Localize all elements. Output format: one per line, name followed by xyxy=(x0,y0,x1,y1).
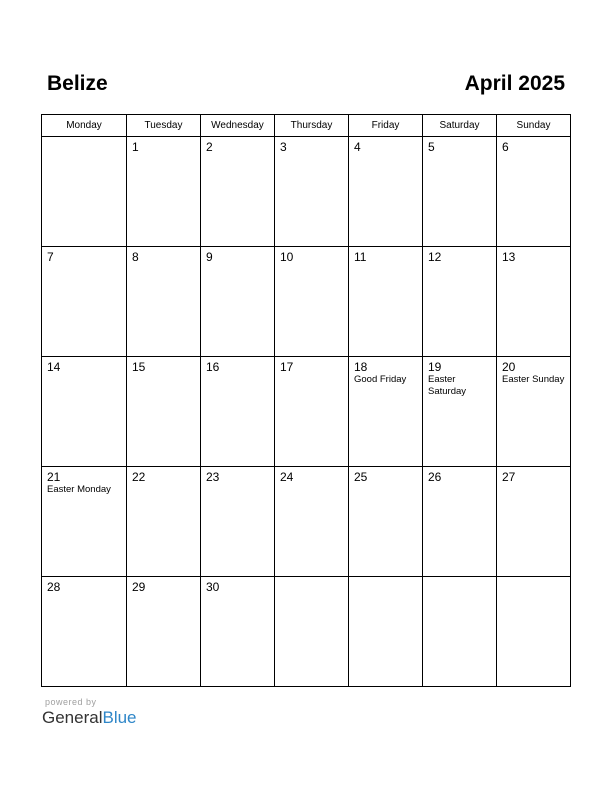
day-cell xyxy=(349,137,423,247)
day-cell xyxy=(349,467,423,577)
day-cell xyxy=(423,247,497,357)
day-cell xyxy=(42,357,127,467)
day-number: 16 xyxy=(206,360,220,374)
day-number: 26 xyxy=(428,470,442,484)
weekday-header-thursday: Thursday xyxy=(275,115,349,137)
day-cell xyxy=(275,467,349,577)
day-cell xyxy=(201,247,275,357)
day-number: 5 xyxy=(428,140,435,154)
day-number: 18 xyxy=(354,360,368,374)
day-number: 25 xyxy=(354,470,368,484)
day-number: 2 xyxy=(206,140,213,154)
day-number: 24 xyxy=(280,470,294,484)
day-number: 23 xyxy=(206,470,220,484)
generalblue-logo[interactable] xyxy=(42,708,137,728)
logo-text-blue: Blue xyxy=(102,708,137,727)
day-number: 9 xyxy=(206,250,213,264)
day-cell xyxy=(201,357,275,467)
day-number: 7 xyxy=(47,250,54,264)
day-number xyxy=(42,137,126,140)
day-cell xyxy=(349,577,423,687)
day-number: 6 xyxy=(502,140,509,154)
day-cell xyxy=(127,357,201,467)
day-number: 1 xyxy=(132,140,139,154)
day-number: 3 xyxy=(280,140,287,154)
powered-by-label: powered by xyxy=(45,697,97,707)
day-number: 11 xyxy=(354,250,367,264)
day-cell xyxy=(275,577,349,687)
country-title: Belize xyxy=(47,72,108,95)
weekday-header-monday: Monday xyxy=(42,115,127,137)
week-row-5 xyxy=(42,577,571,687)
day-cell xyxy=(497,357,571,467)
day-number: 12 xyxy=(428,250,442,264)
day-cell xyxy=(127,577,201,687)
holiday-label: Easter Sunday xyxy=(502,374,565,385)
day-cell xyxy=(423,137,497,247)
day-cell xyxy=(42,137,127,247)
weekday-header-tuesday: Tuesday xyxy=(127,115,201,137)
day-cell xyxy=(42,577,127,687)
week-row-2 xyxy=(42,247,571,357)
day-cell xyxy=(201,577,275,687)
day-number: 13 xyxy=(502,250,516,264)
day-cell xyxy=(127,137,201,247)
day-cell xyxy=(275,137,349,247)
holiday-label: Good Friday xyxy=(354,374,407,385)
day-number: 22 xyxy=(132,470,146,484)
day-number: 20 xyxy=(502,360,516,374)
weekday-header-row xyxy=(42,115,571,137)
day-cell xyxy=(349,357,423,467)
day-number xyxy=(497,577,570,580)
day-number: 27 xyxy=(502,470,516,484)
day-cell xyxy=(497,137,571,247)
day-number xyxy=(275,577,348,580)
day-cell xyxy=(275,247,349,357)
day-cell xyxy=(201,467,275,577)
day-number xyxy=(423,577,496,580)
week-row-1 xyxy=(42,137,571,247)
day-number: 29 xyxy=(132,580,146,594)
weekday-header-saturday: Saturday xyxy=(423,115,497,137)
day-number: 14 xyxy=(47,360,61,374)
day-cell xyxy=(423,467,497,577)
day-cell xyxy=(497,247,571,357)
week-row-3 xyxy=(42,357,571,467)
logo-text-general: General xyxy=(42,708,103,727)
day-cell xyxy=(127,247,201,357)
day-number: 4 xyxy=(354,140,361,154)
day-number: 30 xyxy=(206,580,220,594)
day-cell xyxy=(275,357,349,467)
day-number: 10 xyxy=(280,250,294,264)
holiday-label: Easter Monday xyxy=(47,484,111,495)
day-cell xyxy=(201,137,275,247)
day-number: 15 xyxy=(132,360,146,374)
day-number: 28 xyxy=(47,580,61,594)
calendar-grid xyxy=(41,114,571,687)
week-row-4 xyxy=(42,467,571,577)
weekday-header-wednesday: Wednesday xyxy=(201,115,275,137)
day-number: 17 xyxy=(280,360,294,374)
day-cell xyxy=(127,467,201,577)
weekday-header-sunday: Sunday xyxy=(497,115,571,137)
day-cell xyxy=(349,247,423,357)
day-cell xyxy=(42,247,127,357)
day-cell xyxy=(497,577,571,687)
day-number: 21 xyxy=(47,470,61,484)
day-number: 8 xyxy=(132,250,139,264)
day-cell xyxy=(423,577,497,687)
day-cell xyxy=(42,467,127,577)
holiday-label: Easter Saturday xyxy=(428,374,467,397)
month-year-title: April 2025 xyxy=(464,72,565,95)
day-number: 19 xyxy=(428,360,442,374)
day-number xyxy=(349,577,422,580)
day-cell xyxy=(497,467,571,577)
day-cell xyxy=(423,357,497,467)
weekday-header-friday: Friday xyxy=(349,115,423,137)
